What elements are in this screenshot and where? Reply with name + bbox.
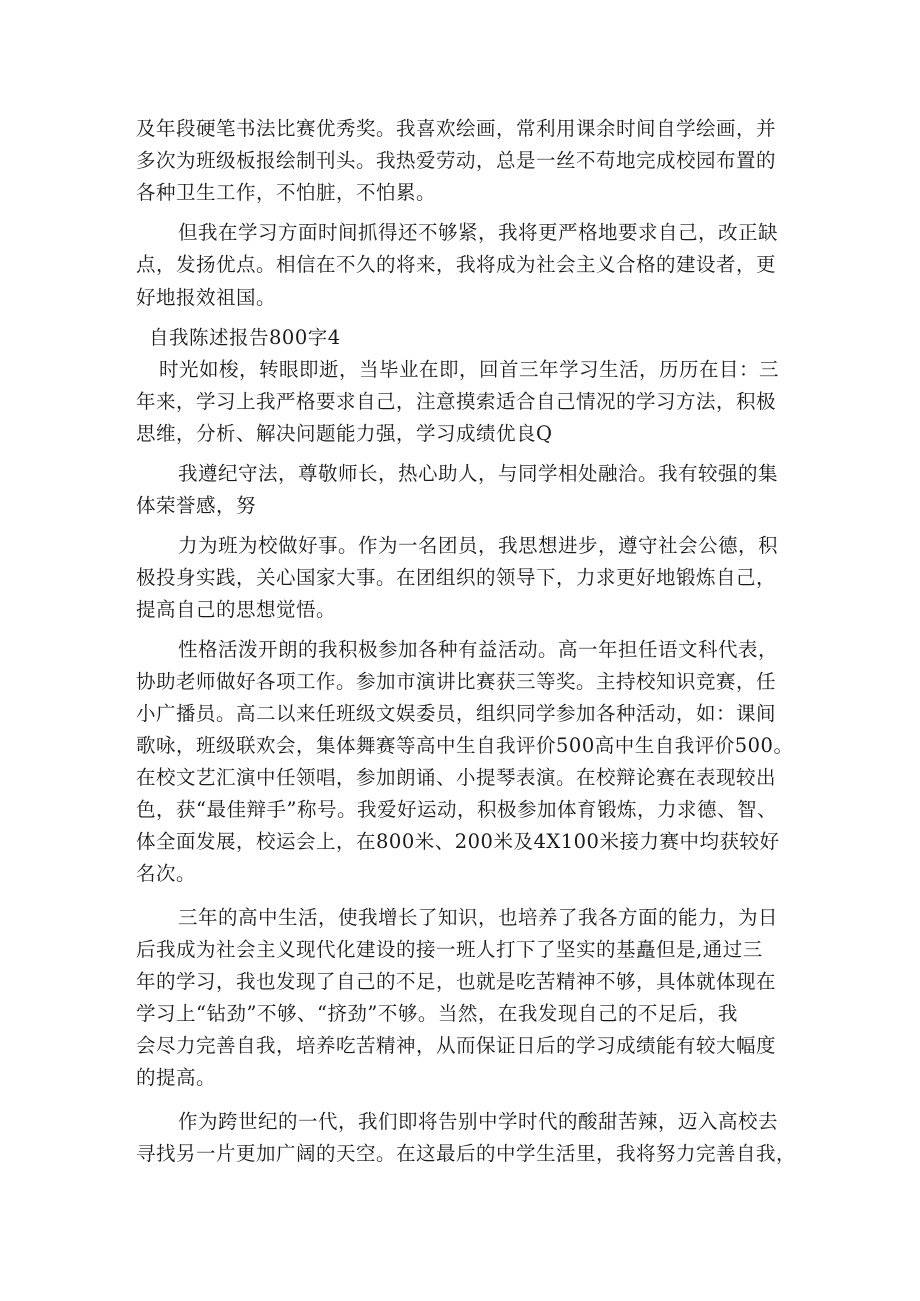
- text-line: 时光如梭，转眼即逝，当毕业在即，回首三年学习生活，历历在目：三: [159, 358, 780, 381]
- text-line: 体荣誉感，努: [136, 494, 257, 517]
- text-line: 各种卫生工作，不怕脏，不怕累。: [136, 181, 437, 204]
- text-line: 但我在学习方面时间抓得还不够紧，我将更严格地要求自己，改正缺: [178, 221, 779, 244]
- text-line: 小广播员。高二以来任班级文娱委员，组织同学参加各种活动，如：课间: [136, 702, 777, 725]
- text-line: 点，发扬优点。相信在不久的将来，我将成为社会主义合格的建设者，更: [136, 253, 777, 276]
- text-line: 力为班为校做好事。作为一名团员，我思想进步，遵守社会公德，积: [178, 534, 779, 557]
- text-line: 的提高。: [136, 1066, 217, 1089]
- text-line: 极投身实践，关心国家大事。在团组织的领导下，力求更好地锻炼自己，: [136, 566, 777, 589]
- text-line: 在校文艺汇演中任领唱，参加朗诵、小提琴表演。在校辩论赛在表现较出: [136, 766, 777, 789]
- text-line: 思维，分析、解决问题能力强，学习成绩优良Q: [136, 422, 553, 445]
- text-line: 寻找另一片更加广阔的天空。在这最后的中学生活里，我将努力完善自我，: [136, 1142, 797, 1165]
- text-line: 年的学习，我也发现了自己的不足，也就是吃苦精神不够，具体就体现在: [136, 970, 777, 993]
- text-line: 后我成为社会主义现代化建设的接一班人打下了坚实的基矗但是,通过三: [136, 938, 763, 961]
- text-line: 协助老师做好各项工作。参加市演讲比赛获三等奖。主持校知识竞赛，任: [136, 670, 777, 693]
- text-line: 体全面发展，校运会上，在800米、200米及4X100米接力赛中均获较好: [136, 830, 780, 853]
- text-line: 及年段硬笔书法比赛优秀奖。我喜欢绘画，常利用课余时间自学绘画，并: [136, 117, 777, 140]
- text-line: 学习上“钻劲”不够、“挤劲”不够。当然，在我发现自己的不足后，我: [136, 1002, 738, 1025]
- text-line: 提高自己的思想觉悟。: [136, 598, 337, 621]
- text-line: 会尽力完善自我，培养吃苦精神，从而保证日后的学习成绩能有较大幅度: [136, 1034, 777, 1057]
- text-line: 多次为班级板报绘制刊头。我热爱劳动，总是一丝不苟地完成校园布置的: [136, 149, 777, 172]
- text-line: 歌咏，班级联欢会，集体舞赛等高中生自我评价500高中生自我评价500。: [136, 734, 794, 757]
- text-line: 性格活泼开朗的我积极参加各种有益活动。高一年担任语文科代表，: [178, 638, 779, 661]
- text-line: 三年的高中生活，使我增长了知识，也培养了我各方面的能力，为日: [178, 906, 779, 929]
- text-line: 我遵纪守法，尊敬师长，热心助人，与同学相处融洽。我有较强的集: [178, 462, 779, 485]
- text-line: 色，获“最佳辩手”称号。我爱好运动，积极参加体育锻炼，力求德、智、: [136, 798, 777, 821]
- text-line: 作为跨世纪的一代，我们即将告别中学时代的酸甜苦辣，迈入高校去: [178, 1110, 779, 1133]
- text-line: 名次。: [136, 862, 197, 885]
- section-heading: 自我陈述报告800字4: [149, 326, 341, 349]
- text-line: 好地报效祖国。: [136, 286, 277, 309]
- text-line: 年来，学习上我严格要求自己，注意摸索适合自己情况的学习方法，积极: [136, 390, 777, 413]
